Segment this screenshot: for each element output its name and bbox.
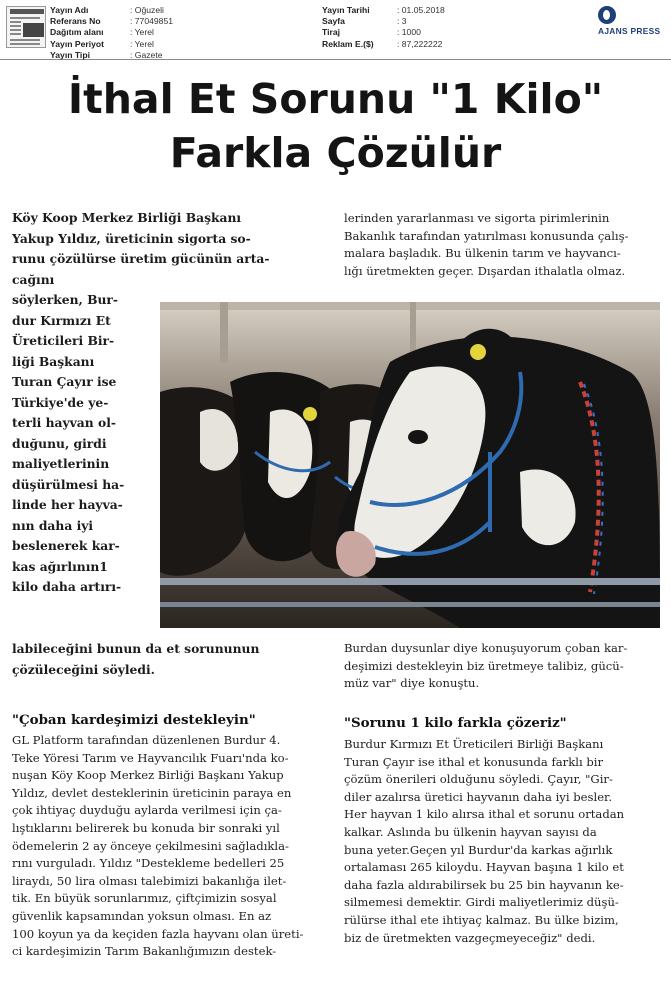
lead-line: Yakup Yıldız, üreticinin sigorta so- [12,230,251,246]
text-line: buna yeter.Geçen yıl Burdur'da karkas ağırlık [344,842,613,857]
meta-label: Yayın Adı [50,5,89,15]
ajans-press-logo[interactable] [598,6,666,46]
meta-value: : 01.05.2018 [397,5,445,15]
lead-line: kas ağırlının1 [12,558,108,574]
text-line: biz de üretmekten vazgeçmeyeceğiz" dedi. [344,930,596,945]
meta-label: Tiraj [322,27,340,38]
section1-text [12,732,328,961]
lead-line: kilo daha artırı- [12,579,122,594]
ajans-press-logo-text: AJANS PRESS [598,26,661,36]
section-title: "Sorunu 1 kilo farkla çözeriz" [344,715,567,731]
lead-line: terli hayvan ol- [12,415,116,430]
meta-label: Yayın Tipi [50,49,90,60]
lead-line: linde her hayva- [12,497,123,512]
lead-line: söylerken, Bur- [12,292,119,307]
text-line: silmemesi demektir. Girdi maliyetlerimiz düşü- [344,895,619,910]
lead-line: liği Başkanı [12,353,95,369]
meta-label: Yayın Tarihi [322,5,370,15]
text-line: ci kardeşimizin Tarım Bakanlığımızın destek- [12,944,277,959]
lead-paragraph-narrow [12,290,158,598]
text-line: lıştıklarını belirerek bu konuda bir sonraki yıl [12,820,280,835]
text-line: ödemelerin 2 ay önceye çekilmesini sağladıkla- [12,838,289,853]
headline-line: Farkla Çözülür [169,129,502,177]
meta-value: : Yerel [130,38,154,49]
lead-line: cağını [12,271,55,287]
section2-text [344,736,660,947]
meta-value: : Yerel [130,27,154,38]
meta-row [322,27,445,38]
page-thumbnail[interactable] [6,6,46,48]
right-column-top-text [344,210,660,280]
lead-line: duğunu, girdi [12,435,107,451]
text-line: nuşan Köy Koop Merkez Birliği Başkanı Yakup [12,768,284,783]
meta-row [50,27,173,38]
cows-photo [160,302,660,628]
text-line: Her hayvan 1 kilo alırsa ithal et sorunu ortadan [344,807,625,822]
meta-value: : Gazete [130,49,163,60]
text-line: güvenlik kapsamından yoksun olması. En az [12,908,272,923]
right-column-mid-text [344,640,660,693]
lead-line: nın daha iyi [12,517,94,533]
lead-paragraph-top [12,208,328,290]
text-line: deşimizi destekleyin biz üretmeye talibiz, gücü- [344,658,624,673]
text-line: tik. En büyük sorunlarımız, çiftçimizin sosyal [12,891,277,906]
text-line: kalkar. Aslında bu ülkenin hayvan sayısı da [344,824,597,839]
meta-value: : Oğuzeli [130,5,164,15]
text-line: müz var" diye konuştu. [344,676,480,691]
meta-row [322,39,445,50]
text-line: daha fazla aldırabilirsek bu 25 bin hayvanın ke- [344,877,624,892]
section-title: "Çoban kardeşimizi destekleyin" [12,712,256,728]
lead-line: Turan Çayır ise [12,374,117,389]
lead-line: düşürülmesi ha- [12,476,125,492]
meta-label: Yayın Periyot [50,38,104,49]
meta-label: Reklam E.($) [322,38,374,49]
text-line: ortalaması 265 kiloydu. Hayvan başına 1 kilo et [344,860,624,875]
lead-line: Köy Koop Merkez Birliği Başkanı [12,210,242,225]
clipping-meta-right [322,5,445,50]
text-line: lerinden yararlanması ve sigorta pirimlerinin [344,211,610,225]
text-line: Turan Çayır ise ithal et konusunda farklı bir [344,754,604,769]
meta-label: Dağıtım alanı [50,27,104,38]
text-line: rını vurguladı. Yıldız "Destekleme bedelleri 25 [12,856,285,871]
lead-line: dur Kırmızı Et [12,312,111,328]
text-line: liraydı, 50 lira olması talebimizi bakanlığa ilet- [12,873,287,888]
lead-line: Üreticileri Bir- [12,333,115,348]
meta-label: Sayfa [322,16,345,27]
text-line: Bakanlık tarafından yatırılması konusunda çalış- [344,228,629,243]
lead-paragraph-tail [12,639,328,680]
holstein-cows-photo [160,302,660,628]
meta-value: : 77049851 [130,16,174,27]
ajans-press-logo-icon [598,6,616,24]
article-headline [0,72,671,180]
text-line: Burdur Kırmızı Et Üreticileri Birliği Başkanı [344,737,604,751]
meta-row [50,5,173,16]
text-line: çözüm önerileri olduğunu söyledi. Çayır, "Gir- [344,772,613,787]
clipping-meta-left [50,5,173,61]
text-line: çok ihtiyaç duyduğu aylarda verilmesi için ça- [12,803,282,818]
text-line: Teke Yöresi Tarım ve Hayvancılık Fuarı'nda ko- [12,750,289,765]
clipping-header [0,0,671,60]
lead-line: Türkiye'de ye- [12,394,109,410]
meta-value: : 87,222222 [397,38,443,49]
headline-line: İthal Et Sorunu "1 Kilo" [67,75,604,123]
meta-row [50,50,173,61]
text-line: malara başladık. Bu ülkenin tarım ve hayvancı- [344,246,621,261]
meta-label: Referans No [50,16,101,27]
lead-line: beslenerek kar- [12,538,120,553]
text-line: GL Platform tarafından düzenlenen Burdur 4. [12,733,281,747]
meta-row [50,39,173,50]
meta-value: : 1000 [397,27,421,38]
text-line: rülürse ithal ete ihtiyaç kalmaz. Bu ülke bizim, [344,912,619,927]
text-line: 100 koyun ya da keçiden fazla hayvanı olan üreti- [12,926,304,941]
lead-line: runu çözülürse üretim gücünün arta- [12,251,270,266]
meta-row [322,5,445,16]
text-line: lığı üretmekten geçer. Dışardan ithalatla olmaz. [344,263,626,278]
lead-line: maliyetlerinin [12,456,110,471]
text-line: diler azalırsa üretici hayvanın daha iyi besler. [344,789,613,804]
text-line: Burdan duysunlar diye konuşuyorum çoban kar- [344,641,628,655]
lead-line: labileceğini bunun da et sorununun [12,641,260,656]
meta-row [50,16,173,27]
meta-row [322,16,445,27]
meta-value: : 3 [397,16,407,27]
text-line: Yıldız, devlet desteklerinin üreticinin paraya en [12,785,292,800]
lead-line: çözüleceğini söyledi. [12,661,155,677]
